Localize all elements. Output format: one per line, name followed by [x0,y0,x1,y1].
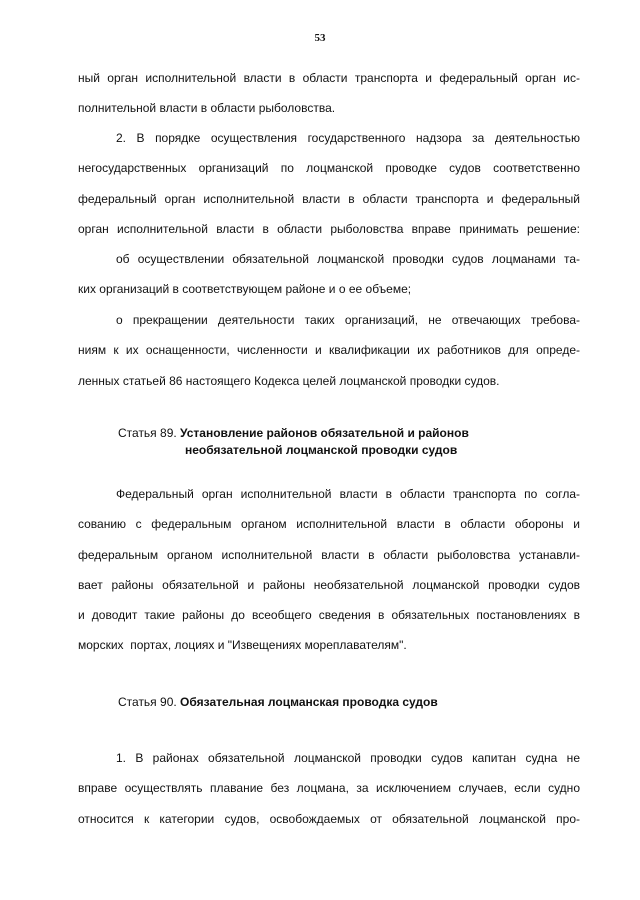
article-89-heading [118,425,558,459]
text-line: Федеральный орган исполнительной власти в области транспорта по согла- [116,487,580,501]
article-number: Статья 89. [118,426,177,440]
text-line: 2. В порядке осуществления государственного надзора за деятельностью [116,131,580,145]
text-line: вправе осуществлять плавание без лоцмана, за исключением случаев, если судно [78,781,580,796]
text-line: сованию с федеральным органом исполнительной власти в области обороны и [78,517,580,532]
paragraph-item-2 [78,123,580,244]
article-90-body [78,743,580,834]
text-line: ный орган исполнительной власти в области транспорта и федеральный орган ис- [78,71,580,85]
paragraph-decision-2 [78,305,580,396]
article-89-body [78,479,580,661]
article-title: Обязательная лоцманская проводка судов [180,695,438,709]
paragraph-continuation [78,63,580,124]
article-number: Статья 90. [118,695,177,709]
text-line: орган исполнительной власти в области рыболовства вправе принимать решение: [78,221,580,236]
text-line: федеральным органом исполнительной власти в области рыболовства устанавли- [78,547,580,562]
page-number: 53 [314,32,326,44]
text-line: ких организаций в соответствующем районе и о ее объеме; [78,282,412,297]
text-line: негосударственных организаций по лоцманской проводке судов соответственно [78,161,580,176]
text-line: ленных статьей 86 настоящего Кодекса целей лоцманской проводки судов. [78,373,500,388]
text-line: полнительной власти в области рыболовства. [78,101,336,116]
text-line: федеральный орган исполнительной власти в области транспорта и федеральный [78,191,580,206]
text-line: ниям к их оснащенности, численности и квалификации их работников для опреде- [78,343,580,358]
article-title: Установление районов обязательной и районов [180,426,469,440]
text-line: морских портах, лоциях и "Извещениях мореплавателям". [78,638,407,653]
text-line: об осуществлении обязательной лоцманской проводки судов лоцманами та- [116,252,580,266]
heading-line [118,425,558,442]
text-line: 1. В районах обязательной лоцманской проводки судов капитан судна не [116,751,580,765]
text-line: вает районы обязательной и районы необязательной лоцманской проводки судов [78,577,580,592]
text-line: относится к категории судов, освобождаемых от обязательной лоцманской про- [78,811,580,826]
article-title-cont: необязательной лоцманской проводки судов [185,443,458,457]
text-line: о прекращении деятельности таких организаций, не отвечающих требова- [116,313,580,327]
article-90-heading [118,694,558,711]
text-line: и доводит такие районы до всеобщего сведения в обязательных постановлениях в [78,608,580,623]
paragraph-decision-1 [78,244,580,305]
